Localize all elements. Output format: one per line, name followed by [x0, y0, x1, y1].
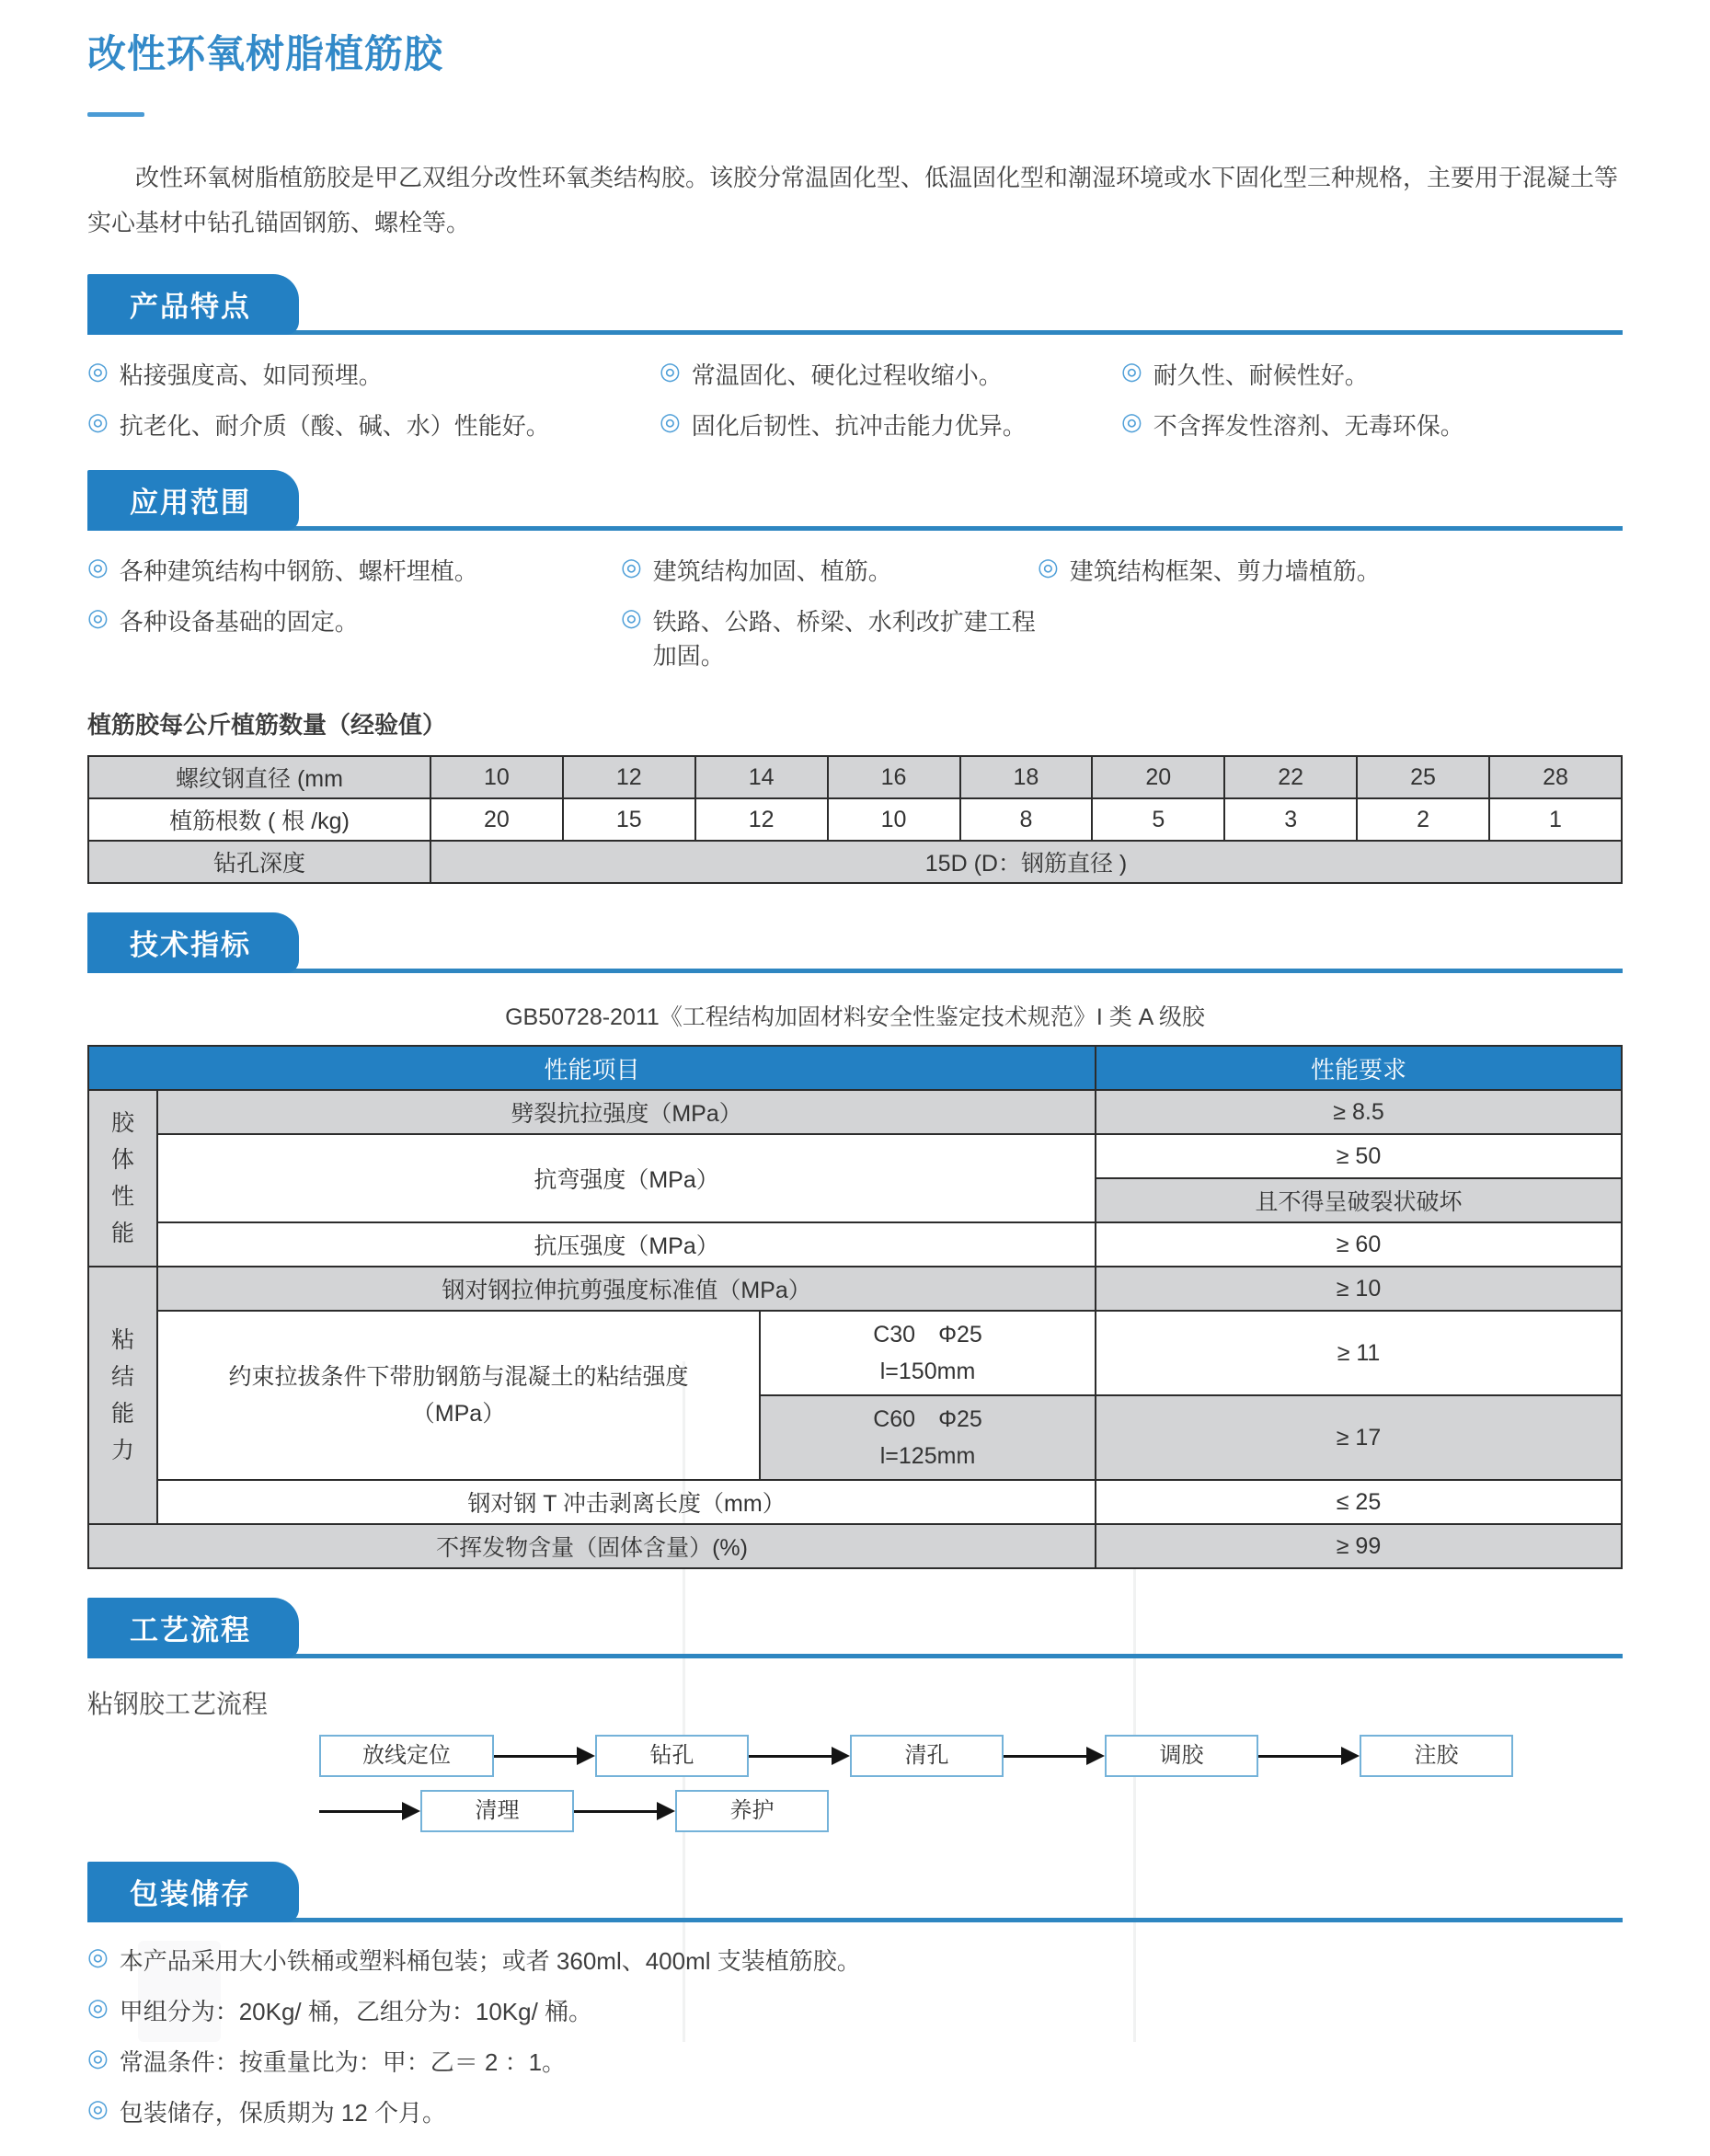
- section-rule: [87, 526, 1623, 531]
- application-text: 各种建筑结构中钢筋、螺杆埋植。: [119, 557, 478, 585]
- row-label: 螺纹钢直径 (mm: [88, 756, 430, 798]
- section-header-packaging: [87, 1870, 1623, 1922]
- section-badge-packaging: 包装储存: [87, 1862, 299, 1922]
- condition-line: l=150mm: [879, 1359, 976, 1384]
- section-header-tech: [87, 921, 1623, 973]
- feature-text: 耐久性、耐候性好。: [1153, 361, 1369, 389]
- table-row: [88, 1090, 1622, 1134]
- feature-text: 不含挥发性溶剂、无毒环保。: [1153, 412, 1464, 440]
- bullet-icon: ◎: [87, 2044, 109, 2071]
- feature-text: 常温固化、硬化过程收缩小。: [691, 361, 1003, 389]
- flow-arrow-icon: [574, 1802, 675, 1820]
- packaging-text: 甲组分为：20Kg/ 桶，乙组分为：10Kg/ 桶。: [119, 1998, 593, 2025]
- group-label: 胶体性能: [88, 1090, 157, 1267]
- count-cell: 20: [430, 798, 563, 841]
- bullet-icon: ◎: [621, 553, 642, 580]
- requirement-cell: ≥ 8.5: [1096, 1090, 1622, 1134]
- requirement-cell: ≥ 10: [1096, 1267, 1622, 1311]
- section-badge-tech: 技术指标: [87, 912, 299, 973]
- diameter-cell: 12: [563, 756, 695, 798]
- rebar-table-title: 植筋胶每公斤植筋数量（经验值）: [87, 711, 447, 739]
- process-flow-row-1: [319, 1734, 1623, 1778]
- table-row: [88, 1311, 1622, 1395]
- section-badge-process: 工艺流程: [87, 1598, 299, 1658]
- application-text: 铁路、公路、桥梁、水利改扩建工程加固。: [652, 608, 1036, 670]
- application-text: 各种设备基础的固定。: [119, 608, 359, 636]
- section-rule: [87, 1918, 1623, 1922]
- property-cell: 不挥发物含量（固体含量）(%): [88, 1524, 1096, 1568]
- flow-arrow-icon: [1258, 1747, 1360, 1765]
- application-item: [621, 553, 1038, 587]
- flow-step: 调胶: [1105, 1735, 1258, 1777]
- bond-strength-label: 约束拉拔条件下带肋钢筋与混凝土的粘结强度: [228, 1364, 689, 1390]
- count-cell: 8: [960, 798, 1093, 841]
- bullet-icon: ◎: [87, 407, 109, 435]
- requirement-cell: ≥ 99: [1096, 1524, 1622, 1568]
- rebar-count-table: [87, 755, 1623, 884]
- condition-line: l=125mm: [879, 1443, 976, 1469]
- bullet-icon: ◎: [87, 553, 109, 580]
- application-item: [87, 553, 621, 587]
- feature-item: [1121, 357, 1623, 391]
- table-row: [88, 1134, 1622, 1178]
- intro-paragraph: 改性环氧树脂植筋胶是甲乙双组分改性环氧类结构胶。该胶分常温固化型、低温固化型和潮湿环境或水下固化型三种规格，主要用于混凝土等实心基材中钻孔锚固钢筋、螺栓等。: [87, 164, 1619, 236]
- property-cell: 抗弯强度（MPa）: [157, 1134, 1096, 1222]
- count-cell: 3: [1224, 798, 1357, 841]
- flow-step: 注胶: [1360, 1735, 1513, 1777]
- section-badge-features: 产品特点: [87, 274, 299, 335]
- packaging-item: [87, 1943, 1623, 1977]
- feature-text: 抗老化、耐介质（酸、碱、水）性能好。: [119, 412, 550, 440]
- feature-item: [660, 357, 1121, 391]
- diameter-cell: 16: [828, 756, 960, 798]
- column-header-property: 性能项目: [88, 1046, 1096, 1090]
- flow-step: 钻孔: [595, 1735, 749, 1777]
- flow-arrow-icon: [494, 1747, 595, 1765]
- bullet-icon: ◎: [1121, 407, 1142, 435]
- bullet-icon: ◎: [1121, 357, 1142, 384]
- feature-item: [1121, 407, 1623, 442]
- bullet-icon: ◎: [87, 1943, 109, 1970]
- requirement-cell: ≥ 11: [1096, 1311, 1622, 1395]
- requirement-cell: ≤ 25: [1096, 1480, 1622, 1524]
- application-item: [621, 603, 1038, 671]
- count-cell: 15: [563, 798, 695, 841]
- table-row: [88, 1524, 1622, 1568]
- diameter-cell: 18: [960, 756, 1093, 798]
- table-row: [88, 1267, 1622, 1311]
- tech-spec-table: [87, 1045, 1623, 1569]
- flow-arrow-icon: [749, 1747, 850, 1765]
- section-header-applications: [87, 478, 1623, 531]
- depth-note-cell: 15D (D：钢筋直径 ): [430, 841, 1622, 883]
- packaging-list: [87, 1943, 1623, 2128]
- bullet-icon: ◎: [621, 603, 642, 631]
- flow-arrow-icon: [1004, 1747, 1105, 1765]
- property-cell: 钢对钢 T 冲击剥离长度（mm）: [157, 1480, 1096, 1524]
- section-badge-applications: 应用范围: [87, 470, 299, 531]
- requirement-cell: 且不得呈破裂状破坏: [1096, 1178, 1622, 1222]
- packaging-item: [87, 2044, 1623, 2078]
- diameter-cell: 14: [695, 756, 828, 798]
- group-label: 粘结能力: [88, 1267, 157, 1524]
- table-row: [88, 798, 1622, 841]
- diameter-cell: 28: [1489, 756, 1622, 798]
- application-text: 建筑结构框架、剪力墙植筋。: [1069, 557, 1381, 585]
- section-rule: [87, 969, 1623, 973]
- packaging-text: 包装储存，保质期为 12 个月。: [119, 2099, 447, 2127]
- property-cell: 钢对钢拉伸抗剪强度标准值（MPa）: [157, 1267, 1096, 1311]
- bullet-icon: ◎: [660, 357, 681, 384]
- condition-line: C60 Φ25: [873, 1406, 982, 1432]
- packaging-item: [87, 1993, 1623, 2027]
- packaging-text: 常温条件：按重量比为：甲：乙＝ 2 ：1。: [119, 2048, 567, 2076]
- page-title: 改性环氧树脂植筋胶: [87, 32, 444, 75]
- table-row: [88, 841, 1622, 883]
- diameter-cell: 22: [1224, 756, 1357, 798]
- table-row: [88, 756, 1622, 798]
- row-label: 钻孔深度: [88, 841, 430, 883]
- bullet-icon: ◎: [1038, 553, 1059, 580]
- property-cell: 劈裂抗拉强度（MPa）: [157, 1090, 1096, 1134]
- section-header-process: [87, 1606, 1623, 1658]
- condition-cell: [760, 1395, 1096, 1480]
- bullet-icon: ◎: [87, 1993, 109, 2021]
- flow-step: 养护: [675, 1790, 829, 1832]
- bullet-icon: ◎: [87, 357, 109, 384]
- requirement-cell: ≥ 17: [1096, 1395, 1622, 1480]
- bullet-icon: ◎: [87, 2094, 109, 2122]
- section-rule: [87, 1654, 1623, 1658]
- requirement-cell: ≥ 50: [1096, 1134, 1622, 1178]
- flow-step: 清孔: [850, 1735, 1004, 1777]
- tech-standard-caption: GB50728-2011《工程结构加固材料安全性鉴定技术规范》I 类 A 级胶: [505, 1004, 1205, 1030]
- count-cell: 1: [1489, 798, 1622, 841]
- table-row: [88, 1222, 1622, 1267]
- condition-line: C30 Φ25: [873, 1322, 982, 1348]
- section-header-features: [87, 282, 1623, 335]
- application-text: 建筑结构加固、植筋。: [652, 557, 892, 585]
- feature-item: [87, 407, 660, 442]
- count-cell: 2: [1357, 798, 1489, 841]
- condition-cell: [760, 1311, 1096, 1395]
- application-item: [1038, 553, 1623, 587]
- flow-step: 放线定位: [319, 1735, 494, 1777]
- diameter-cell: 25: [1357, 756, 1489, 798]
- flow-arrow-icon: [319, 1802, 420, 1820]
- diameter-cell: 10: [430, 756, 563, 798]
- process-subtitle: 粘钢胶工艺流程: [87, 1690, 269, 1718]
- table-row: [88, 1480, 1622, 1524]
- property-cell: [157, 1311, 760, 1480]
- applications-list: [87, 553, 1623, 671]
- property-cell: 抗压强度（MPa）: [157, 1222, 1096, 1267]
- features-list: [87, 357, 1623, 442]
- title-underline: [87, 112, 144, 117]
- table-header-row: [88, 1046, 1622, 1090]
- application-item: [87, 603, 621, 671]
- feature-text: 粘接强度高、如同预埋。: [119, 361, 383, 389]
- flow-step: 清理: [420, 1790, 574, 1832]
- bond-strength-unit: （MPa）: [411, 1401, 506, 1427]
- section-rule: [87, 330, 1623, 335]
- row-label: 植筋根数 ( 根 /kg): [88, 798, 430, 841]
- packaging-text: 本产品采用大小铁桶或塑料桶包装；或者 360ml、400ml 支装植筋胶。: [119, 1947, 861, 1975]
- count-cell: 10: [828, 798, 960, 841]
- feature-item: [660, 407, 1121, 442]
- process-flow-row-2: [319, 1789, 1623, 1833]
- requirement-cell: ≥ 60: [1096, 1222, 1622, 1267]
- column-header-requirement: 性能要求: [1096, 1046, 1622, 1090]
- packaging-item: [87, 2094, 1623, 2128]
- count-cell: 5: [1092, 798, 1224, 841]
- bullet-icon: ◎: [87, 603, 109, 631]
- bullet-icon: ◎: [660, 407, 681, 435]
- diameter-cell: 20: [1092, 756, 1224, 798]
- feature-text: 固化后韧性、抗冲击能力优异。: [691, 412, 1027, 440]
- feature-item: [87, 357, 660, 391]
- count-cell: 12: [695, 798, 828, 841]
